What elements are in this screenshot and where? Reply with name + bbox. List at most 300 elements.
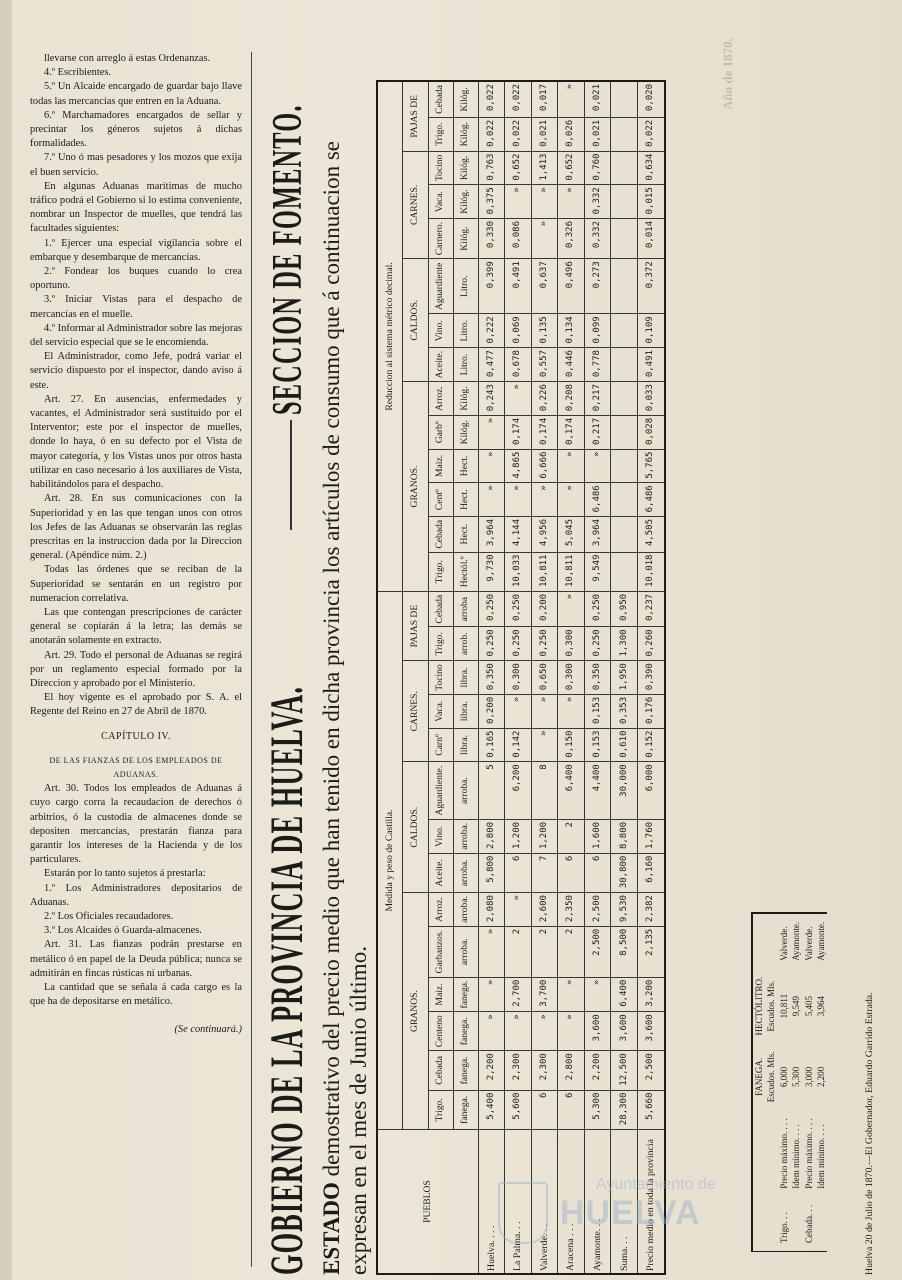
castilla-value: » (558, 591, 585, 627)
metric-value: 0,778 (584, 348, 611, 382)
castilla-value: 2,800 (478, 819, 505, 853)
hectolitro-value: 9,549 (791, 995, 802, 1017)
paragraph: Art. 30. Todos los empleados de Aduanas á cuyo cargo corra la recaudacion de derechos ó arbitrios, ó la custodia de almacenes donde se depositen mercancías, prestarán fianza para garantir los intereses de la Hacienda y de los particulares. (30, 783, 242, 866)
metric-value: 0,069 (505, 314, 532, 348)
metric-value: » (558, 81, 585, 117)
unit-header: Litro. (453, 348, 478, 382)
pueblo-name: Valverde. . . (531, 1130, 558, 1274)
castilla-value: 2,080 (478, 893, 505, 927)
empty-cell (611, 382, 638, 416)
castilla-value: 2 (558, 926, 585, 977)
castilla-value: 0,650 (531, 661, 558, 695)
metric-value: 0,021 (531, 117, 558, 151)
media-metric-value: 0,014 (637, 218, 665, 258)
castilla-value: 0,150 (558, 728, 585, 762)
media-metric-value: 0,022 (637, 117, 665, 151)
unit-header: Kilóg. (453, 415, 478, 449)
group-header: PAJAS DE (403, 591, 428, 660)
section-title: SECCION DE FOMENTO. (265, 104, 311, 415)
castilla-title: Medida y peso de Castilla. (377, 591, 403, 1129)
suma-value: 1,950 (611, 661, 638, 695)
metric-value: » (531, 185, 558, 219)
hectolitro-value: 5,405 (803, 995, 814, 1017)
empty-cell (611, 259, 638, 314)
media-label: Precio medio en toda la provincia (637, 1130, 665, 1274)
metric-value: 0,332 (584, 218, 611, 258)
column-header: Trigo. (428, 117, 453, 151)
suma-value: 12,500 (611, 1051, 638, 1090)
unit-header: fanega. (453, 977, 478, 1012)
place-name: Valverde. (803, 926, 814, 961)
government-title: GOBIERNO DE LA PROVINCIA DE HUELVA. (261, 685, 313, 1275)
table-row (478, 81, 505, 1274)
castilla-value: 2,800 (558, 1051, 585, 1090)
metric-value: 0,763 (478, 151, 505, 185)
paragraph: 2.º Los Oficiales recaudadores. (44, 910, 174, 922)
column-rule (251, 52, 252, 1267)
media-value: 1,760 (637, 819, 665, 853)
media-value: 0,237 (637, 591, 665, 627)
metric-value: 0,491 (505, 259, 532, 314)
castilla-value: » (478, 1012, 505, 1051)
coat-of-arms-icon (498, 1182, 548, 1244)
metric-value: » (531, 483, 558, 517)
escudos-header: Escudos. Mls. (766, 1051, 777, 1103)
paragraph: El Administrador, como Jefe, podrá variar el servicio dispuesto por el inspector, dando aviso á este. (30, 351, 242, 391)
hectolitro-value: 3,964 (816, 995, 827, 1017)
metric-value: 9,730 (478, 552, 505, 591)
media-value: 0,390 (637, 661, 665, 695)
media-value: 3,600 (637, 1012, 665, 1051)
metric-value: 0,496 (558, 259, 585, 314)
hectolitro-header: HECTÓLITRO. (754, 976, 764, 1036)
column-header: Cebada (428, 517, 453, 553)
group-header: GRANOS. (403, 382, 428, 592)
unit-header: libra. (453, 728, 478, 762)
metric-value: 0,273 (584, 259, 611, 314)
suma-value: 28,300 (611, 1090, 638, 1129)
table-row (752, 913, 765, 1252)
metric-value: » (478, 449, 505, 483)
castilla-value: 5,400 (478, 1090, 505, 1129)
castilla-value: 5 (478, 762, 505, 820)
media-value: 0,260 (637, 627, 665, 661)
title-dash (290, 420, 292, 530)
metric-value: 0,637 (531, 259, 558, 314)
suma-value: 30,800 (611, 853, 638, 892)
unit-header: Kilóg. (453, 81, 478, 117)
price-label: Precio máximo. . . . (778, 1118, 789, 1189)
paragraph-group-1 (30, 52, 242, 720)
table-row (453, 81, 478, 1274)
unit-header: arroba. (453, 893, 478, 927)
media-value: 6,160 (637, 853, 665, 892)
table-row (531, 81, 558, 1274)
metric-value: 10,033 (505, 552, 532, 591)
castilla-value: 5,600 (505, 1090, 532, 1129)
castilla-value: 6 (584, 853, 611, 892)
paragraph: 4.º Escribientes. (44, 67, 111, 79)
unit-header: fanega. (453, 1012, 478, 1051)
castilla-value: » (558, 694, 585, 728)
empty-cell (611, 81, 638, 117)
column-header: Maiz. (428, 449, 453, 483)
metric-value: 0,330 (478, 218, 505, 258)
column-header: Cebada (428, 1051, 453, 1090)
castilla-value: 0,300 (505, 661, 532, 695)
paragraph-group-2 (30, 782, 242, 1009)
empty-cell (611, 314, 638, 348)
fanega-value: 3,000 (803, 1066, 814, 1087)
metric-value: 0,222 (478, 314, 505, 348)
castilla-value: 6 (558, 853, 585, 892)
metric-value: 0,026 (558, 117, 585, 151)
castilla-value: » (505, 1012, 532, 1051)
castilla-value: 1,600 (584, 819, 611, 853)
paragraph: Art. 29. Todo el personal de Aduanas se regirá por un reglamento especial formado por la Direccion y aprobado por el Ministerio. (30, 649, 242, 689)
fanega-table (751, 912, 827, 1252)
column-header: Carnero. (428, 218, 453, 258)
castilla-value: » (558, 1012, 585, 1051)
metric-value: 0,134 (558, 314, 585, 348)
castilla-value: 2,350 (558, 893, 585, 927)
metric-value: 0,243 (478, 382, 505, 416)
castilla-value: 5,300 (584, 1090, 611, 1129)
castilla-value: 2,300 (531, 1051, 558, 1090)
column-header: Garbanzos. (428, 926, 453, 977)
metric-value: 0,557 (531, 348, 558, 382)
unit-header: Hect. (453, 517, 478, 553)
pueblo-name: La Palma. . . (505, 1130, 532, 1274)
castilla-value: 0,250 (478, 627, 505, 661)
empty-cell (611, 517, 638, 553)
paragraph: 4.º Informar al Administrador sobre las mejoras del servicio especial que se le encomienda. (30, 322, 242, 349)
castilla-value: 0,200 (531, 591, 558, 627)
metric-value: » (478, 415, 505, 449)
pueblo-name: Huelva. . . . (478, 1130, 505, 1274)
suma-value: 0,353 (611, 694, 638, 728)
column-header: Arroz. (428, 382, 453, 416)
suma-value: 1,300 (611, 627, 638, 661)
castilla-value: 3,600 (584, 1012, 611, 1051)
metric-value: 0,174 (531, 415, 558, 449)
table-row (790, 913, 802, 1252)
page-edge (0, 0, 12, 1280)
metric-value: » (505, 382, 532, 416)
place-name: Valverde. (778, 926, 789, 961)
table-row (611, 81, 638, 1274)
column-header: Aceite. (428, 348, 453, 382)
empty-cell (752, 1110, 765, 1251)
metric-value: 0,022 (505, 81, 532, 117)
paragraph: Art. 28. En sus comunicaciones con la Superioridad y en las que tengan unos con otros los Jefes de las Aduanas se observarán las reglas prescritas en la instruccion dada por la Direccion general. (Apéndice núm. 2.) (30, 493, 242, 562)
media-metric-value: 0,028 (637, 415, 665, 449)
castilla-value: 3,700 (531, 977, 558, 1012)
paragraph: Art. 27. En ausencias, enfermedades y vacantes, el Administrador será sustituido por el Interventor; este por el inspector de muelles, donde lo haya, ó en su defecto por el Vista de mayor categoría, y los Vistas unos por otros hasta utilizar en caso necesario á los auxiliares de Vista, habilitándolos para el despacho. (30, 393, 242, 491)
metric-value: 0,135 (531, 314, 558, 348)
column-header: Centº (428, 483, 453, 517)
column-header: Trigo. (428, 1090, 453, 1129)
suma-value: 3,600 (611, 1012, 638, 1051)
paragraph: 6.º Marchamadores encargados de sellar y precintar los géneros sujetos á dichas formalidades. (30, 109, 242, 150)
metric-value: 0,477 (478, 348, 505, 382)
metric-value: » (531, 218, 558, 258)
castilla-value: 0,142 (505, 728, 532, 762)
castilla-value: 2,500 (584, 926, 611, 977)
table-row (778, 913, 790, 1252)
metric-value: 6,486 (584, 483, 611, 517)
castilla-value: 5,800 (478, 853, 505, 892)
castilla-value: 0,250 (584, 591, 611, 627)
place-name: Ayamonte. (791, 921, 802, 961)
empty-cell (611, 151, 638, 185)
media-metric-value: 10,018 (637, 552, 665, 591)
paragraph: El hoy vigente es el aprobado por S. A. el Regente del Reino en 27 de Abril de 1870. (30, 692, 242, 718)
metric-value: 0,174 (505, 415, 532, 449)
castilla-value: » (505, 694, 532, 728)
castilla-value: » (584, 977, 611, 1012)
rotated-content (258, 55, 882, 1275)
column-header: Garbº (428, 415, 453, 449)
suma-value: 6,400 (611, 977, 638, 1012)
castilla-value: » (478, 926, 505, 977)
paragraph: Art. 31. Las fianzas podrán prestarse en metálico ó en papel de la Deuda pública; nunca se admitirán en fincas rústicas ni urbanas. (30, 939, 242, 979)
escudos-header: Escudos. Mls. (766, 980, 777, 1032)
unit-header: Kilóg. (453, 218, 478, 258)
column-header: Aceite. (428, 853, 453, 892)
castilla-value: 0,350 (478, 661, 505, 695)
table-row (815, 913, 827, 1252)
empty-cell (752, 913, 765, 969)
table-row (765, 913, 777, 1252)
unit-header: arroba. (453, 819, 478, 853)
continued-note: (Se continuará.) (174, 1024, 242, 1036)
media-metric-value: 4,505 (637, 517, 665, 553)
castilla-value: 8 (531, 762, 558, 820)
suma-value: 0,950 (611, 591, 638, 627)
metric-value: » (584, 449, 611, 483)
castilla-value: 6,200 (505, 762, 532, 820)
fanega-value: 5,300 (791, 1066, 802, 1087)
fanega-header: FANEGA. (754, 1057, 764, 1096)
castilla-value: 1,200 (505, 819, 532, 853)
castilla-value: » (478, 977, 505, 1012)
metric-value: 10,811 (558, 552, 585, 591)
metric-value: 10,811 (531, 552, 558, 591)
empty-cell (611, 117, 638, 151)
castilla-value: 0,250 (531, 627, 558, 661)
castilla-value: 6 (558, 1090, 585, 1129)
empty-cell (611, 415, 638, 449)
media-value: 2,500 (637, 1051, 665, 1090)
price-label: Precio máximo. . . . (803, 1118, 814, 1189)
metric-value: 0,021 (584, 117, 611, 151)
paragraph: Las que contengan prescripciones de carácter general se copiarán á la letra; las demás se anotarán solamente en extracto. (30, 606, 242, 647)
castilla-value: 0,300 (558, 627, 585, 661)
paragraph: 2.º Fondear los buques cuando lo crea oportuno. (30, 266, 242, 292)
estado-lead: ESTADO (319, 1182, 344, 1275)
unit-header: arroba. (453, 853, 478, 892)
paragraph: En algunas Aduanas marítimas de mucho tráfico podrá el Gobierno si lo estima conveniente, nombrar un Inspector de muelles, que tendrá las facultades siguientes: (30, 180, 242, 235)
unit-header: fanega. (453, 1051, 478, 1090)
suma-value: 8,800 (611, 819, 638, 853)
castilla-value: 2,700 (505, 977, 532, 1012)
metric-value: 5,045 (558, 517, 585, 553)
castilla-value: 6 (531, 1090, 558, 1129)
column-header: Tocino (428, 151, 453, 185)
paragraph: 1.º Ejercer una especial vigilancia sobre el embarque y desembarque de mercancías. (30, 237, 242, 263)
group-header: CARNES. (403, 661, 428, 762)
castilla-value: 0,250 (505, 591, 532, 627)
unit-header: Kilóg. (453, 151, 478, 185)
unit-header: arrob. (453, 627, 478, 661)
media-metric-value: 0,015 (637, 185, 665, 219)
table-row (803, 913, 815, 1252)
unit-header: arroba. (453, 926, 478, 977)
grain-label: Trigo. . . (778, 1212, 789, 1243)
metric-value: 4,865 (505, 449, 532, 483)
empty-cell (611, 185, 638, 219)
metric-value: 0,652 (558, 151, 585, 185)
metric-value: 0,017 (531, 81, 558, 117)
metric-value: » (558, 185, 585, 219)
metric-value: 0,086 (505, 218, 532, 258)
metric-value: » (558, 483, 585, 517)
castilla-value: » (531, 694, 558, 728)
paragraph: Estarán por lo tanto sujetos á prestarla: (44, 868, 206, 880)
ayuntamiento-watermark (498, 1176, 716, 1233)
pueblo-name: Aracena . . . (558, 1130, 585, 1274)
castilla-value: 0,250 (478, 591, 505, 627)
column-header: Tocino (428, 661, 453, 695)
paragraph: 1.º Los Administradores depositarios de Aduanas. (30, 882, 242, 908)
castilla-value: 0,153 (584, 694, 611, 728)
media-metric-value: 0,109 (637, 314, 665, 348)
grain-label (790, 1197, 802, 1252)
column-header: Trigo. (428, 627, 453, 661)
castilla-value: » (505, 893, 532, 927)
metric-value: 0,217 (584, 415, 611, 449)
table-row (637, 81, 665, 1274)
ghost-header-text: Año de 1870. (720, 38, 735, 110)
metric-value: » (478, 483, 505, 517)
column-header: Carnº (428, 728, 453, 762)
column-header: Vino. (428, 819, 453, 853)
watermark-line1: Ayuntamiento de (596, 1176, 716, 1193)
suma-value: 9,530 (611, 893, 638, 927)
column-header: Arroz. (428, 893, 453, 927)
castilla-value: » (531, 1012, 558, 1051)
castilla-value: 6 (505, 853, 532, 892)
column-header: Cebada (428, 591, 453, 627)
empty-cell (611, 218, 638, 258)
suma-value: 30,000 (611, 762, 638, 820)
media-value: 0,176 (637, 694, 665, 728)
metric-value: 0,217 (584, 382, 611, 416)
media-metric-value: 0,033 (637, 382, 665, 416)
unit-header: arroba. (453, 762, 478, 820)
castilla-value: 2,300 (505, 1051, 532, 1090)
media-value: 6,000 (637, 762, 665, 820)
chapter-heading: CAPÍTULO IV. (101, 730, 171, 742)
castilla-value: 0,300 (558, 661, 585, 695)
media-value: 2,382 (637, 893, 665, 927)
media-metric-value: 0,020 (637, 81, 665, 117)
estado-heading (318, 115, 372, 1275)
media-metric-value: 5,765 (637, 449, 665, 483)
unit-header: Kilóg. (453, 185, 478, 219)
castilla-value: 2,500 (584, 893, 611, 927)
unit-header: arroba (453, 591, 478, 627)
media-value: 0,152 (637, 728, 665, 762)
metric-value: 4,144 (505, 517, 532, 553)
castilla-value: 2,200 (478, 1051, 505, 1090)
media-metric-value: 0,372 (637, 259, 665, 314)
price-label: Idem mínimo. . . . (791, 1124, 802, 1189)
empty-cell (611, 483, 638, 517)
prices-table (376, 80, 666, 1275)
metric-title: Reduccion al sistema métrico decimal. (377, 81, 403, 591)
unit-header: Hectól.º (453, 552, 478, 591)
metric-value: 0,174 (558, 415, 585, 449)
suma-value: 0,610 (611, 728, 638, 762)
castilla-value: 0,350 (584, 661, 611, 695)
castilla-value: » (558, 977, 585, 1012)
unit-header: libra. (453, 661, 478, 695)
metric-value: 0,021 (584, 81, 611, 117)
empty-cell (765, 913, 777, 969)
group-header: PAJAS DE (403, 81, 428, 151)
empty-cell (611, 348, 638, 382)
metric-value: 0,678 (505, 348, 532, 382)
unit-header: Kilóg. (453, 117, 478, 151)
metric-value: 0,760 (584, 151, 611, 185)
castilla-value: 1,200 (531, 819, 558, 853)
fanega-value: 2,200 (816, 1066, 827, 1087)
column-header: Centeno (428, 1012, 453, 1051)
paragraph: 5.º Un Alcaide encargado de guardar bajo llave todas las mercancías que entren en la Aduana. (30, 81, 242, 107)
table-row (505, 81, 532, 1274)
metric-value: 3,964 (584, 517, 611, 553)
column-header: Vaca. (428, 185, 453, 219)
metric-value: 0,326 (558, 218, 585, 258)
castilla-value: 0,200 (478, 694, 505, 728)
media-value: 2,135 (637, 926, 665, 977)
castilla-value: 7 (531, 853, 558, 892)
column-header: Aguardiente (428, 259, 453, 314)
metric-value: » (505, 483, 532, 517)
castilla-value: 0,165 (478, 728, 505, 762)
paragraph: llevarse con arreglo á estas Ordenanzas. (44, 53, 211, 64)
price-label: Idem mínimo. . . . (816, 1124, 827, 1189)
metric-value: 0,446 (558, 348, 585, 382)
paragraph: 3.º Iniciar Vistas para el despacho de mercancías en el muelle. (30, 294, 242, 320)
castilla-value: 2,600 (531, 893, 558, 927)
metric-value: 0,022 (478, 117, 505, 151)
pueblos-header: PUEBLOS (377, 1130, 478, 1274)
metric-value: 9,549 (584, 552, 611, 591)
fanega-value: 6,000 (778, 1066, 789, 1087)
empty-cell (611, 449, 638, 483)
metric-value: 0,332 (584, 185, 611, 219)
castilla-value: 0,250 (505, 627, 532, 661)
table-row (377, 81, 403, 1274)
castilla-value: 0,250 (584, 627, 611, 661)
column-header: Maiz. (428, 977, 453, 1012)
castilla-value: 2 (505, 926, 532, 977)
metric-value: 3,964 (478, 517, 505, 553)
table-row (428, 81, 453, 1274)
